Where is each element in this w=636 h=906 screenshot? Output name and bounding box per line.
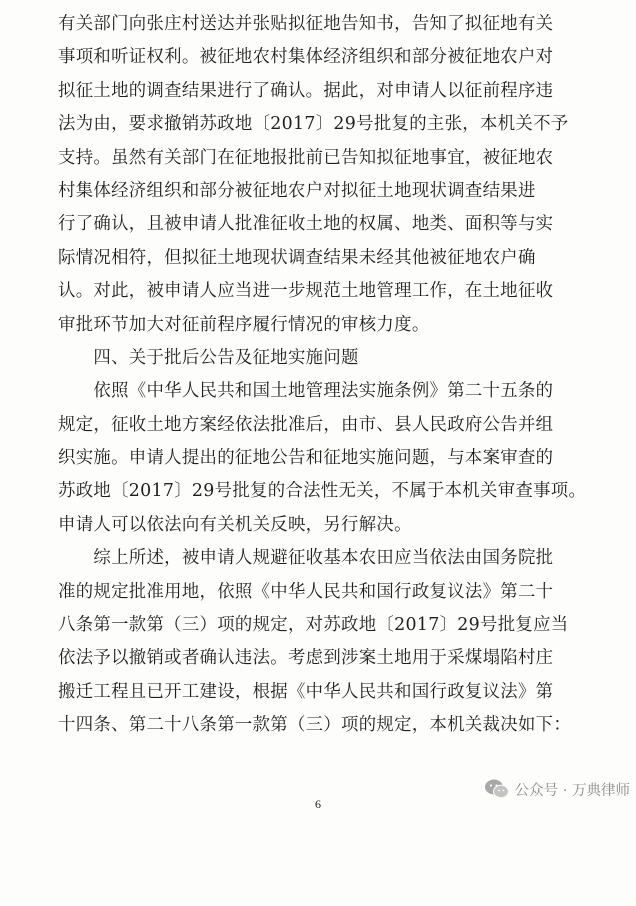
text-line: 际情况相符，但拟征土地现状调查结果未经其他被征地农户确 xyxy=(58,247,536,268)
section-heading: 四、关于批后公告及征地实施问题 xyxy=(58,347,359,368)
text-line: 村集体经济组织和部分被征地农户对拟征土地现状调查结果进 xyxy=(58,180,536,201)
wechat-icon xyxy=(484,778,510,800)
text-line: 拟征土地的调查结果进行了确认。据此，对申请人以征前程序违 xyxy=(58,80,554,101)
text-line: 搬迁工程且已开工建设，根据《中华人民共和国行政复议法》第 xyxy=(58,681,554,702)
text-line: 织实施。申请人提出的征地公告和征地实施问题，与本案审查的 xyxy=(58,448,554,469)
text-line: 八条第一款第（三）项的规定，对苏政地〔2017〕29号批复应当 xyxy=(58,615,569,636)
text-line: 审批环节加大对征前程序履行情况的审核力度。 xyxy=(58,314,430,335)
text-line: 行了确认，且被申请人批准征收土地的权属、地类、面积等与实 xyxy=(58,214,554,235)
text-line: 依法予以撤销或者确认违法。考虑到涉案土地用于采煤塌陷村庄 xyxy=(58,648,554,669)
watermark xyxy=(484,778,630,800)
text-line: 苏政地〔2017〕29号批复的合法性无关，不属于本机关审查事项。 xyxy=(58,481,587,502)
body-text xyxy=(58,8,632,743)
text-line: 综上所述，被申请人规避征收基本农田应当依法由国务院批 xyxy=(58,548,554,569)
page-number: 6 xyxy=(315,797,321,811)
text-line: 准的规定批准用地，依照《中华人民共和国行政复议法》第二十 xyxy=(58,581,554,602)
text-line: 依照《中华人民共和国土地管理法实施条例》第二十五条的 xyxy=(58,381,554,402)
text-line: 认。对此，被申请人应当进一步规范土地管理工作，在土地征收 xyxy=(58,281,554,302)
text-line: 申请人可以依法向有关机关反映，另行解决。 xyxy=(58,514,412,535)
text-line: 十四条、第二十八条第一款第（三）项的规定，本机关裁决如下： xyxy=(58,715,572,736)
text-line: 有关部门向张庄村送达并张贴拟征地告知书，告知了拟征地有关 xyxy=(58,14,554,34)
text-line: 支持。虽然有关部门在征地报批前已告知拟征地事宜，被征地农 xyxy=(58,147,554,168)
text-line: 规定，征收土地方案经依法批准后，由市、县人民政府公告并组 xyxy=(58,414,554,435)
text-line: 法为由，要求撤销苏政地〔2017〕29号批复的主张，本机关不予 xyxy=(58,114,569,135)
text-line: 事项和听证权利。被征地农村集体经济组织和部分被征地农户对 xyxy=(58,47,554,68)
watermark-text: 公众号 · 万典律师 xyxy=(514,782,630,799)
